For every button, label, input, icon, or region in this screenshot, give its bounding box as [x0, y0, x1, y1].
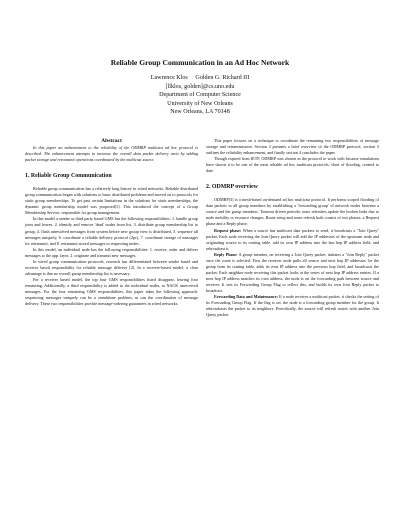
- author-emails: [llklos, golden]@cs.uno.edu: [165, 83, 235, 90]
- abstract-text: In this paper an enhancement to the reliability of the ODMRP multicast ad hoc protocol is described. The enhancement attempts to increase the overall data packet delivery ratio by adding packet storage and retransmit operations coordinated by the multicast source.: [25, 145, 198, 163]
- reply-phase-text: A group member, on receiving a Join Query packet, initiates a "Join Reply" packet once the route is selected. First the receiver node pulls all source and next hop IP addresses for the group from its routing table, adds its own IP address into the previous hop field, and broadcasts the packet. Each neighbor node receiving this packet looks at the series of next hop IP address entries. If a next hop IP address matches its own address, the node is on the forwarding path between source and receiver. It sets its Forwarding Group Flag to reflect this, and builds its own Join Reply packet to broadcast.: [206, 251, 379, 293]
- intro-continued-paragraph: Though expired from IETF, ODMRP was chosen as the protocol to work with because simulations have shown it to be one of the most reliable ad hoc multicast protocols, short of flooding, created to date.: [206, 156, 379, 174]
- section-1-paragraph: In wired group communication protocols, research has differentiated between sender based and receiver based responsibility for reliable message delivery [2]. In a receiver-based model, a clear advantage is that no overall group membership list is necessary.: [25, 258, 198, 276]
- forwarding-runin: Forwarding Data and Maintenance:: [214, 294, 278, 300]
- author-department: Department of Computer Science: [159, 92, 241, 99]
- request-phase-runin: Request phase:: [214, 227, 242, 233]
- author-block: [0, 74, 400, 117]
- section-2-paragraph: ODMRP[3] is a mesh-based on-demand ad hoc multicast protocol. It performs scoped flooding of data packets to all group members by establishing a 'forwarding group' of network nodes between a source and the group members. Timeout driven periodic route refreshes update the broken links due to node mobility or resource changes. Route setup and route refresh both consist of two phases: a Request phase and a Reply phase.: [206, 197, 379, 227]
- paper-title: Reliable Group Communication in an Ad Hoc Network: [110, 58, 290, 67]
- section-2-paragraph: [206, 252, 379, 294]
- section-2-heading: 2. ODMRP overview: [206, 184, 258, 191]
- request-phase-text: When a source has multicast data packets to send, it broadcasts a "Join Query" packet. Each node receiving the Join Query packet will add the IP addresses of the upstream node and originating source to its routing table, add its own IP address into the last hop IP address field, and rebroadcast it.: [206, 227, 379, 251]
- section-1-heading: 1. Reliable Group Communication: [25, 173, 112, 180]
- section-1-paragraph: In this model a sender or third party based GMS has the following responsibilities: 1. handle group joins and leaves, 2. identify and remove 'dead' nodes from list, 3. distribute group membership list to group, 4. flush unresolved messages from system before new group view is distributed, 5. sequence all messages uniquely, 6. coordinate a reliable delivery protocol (2pc), 7. coordinate storage of messages for retransmit, and 8. retransmit stored messages to requesting nodes.: [25, 216, 198, 246]
- section-1-paragraph: In this model, an individual node has the following responsibilities: 1. receive, order and deliver messages to the app. layer, 2. originate and transmit new messages.: [25, 246, 198, 258]
- reply-phase-runin: Reply Phase:: [214, 251, 238, 257]
- right-column: [206, 138, 379, 318]
- author-city: New Orleans, LA 70148: [170, 109, 230, 116]
- intro-continued-paragraph: This paper focuses on a technique to coordinate the remaining two responsibilities of message storage and retransmission. Section 2 presents a brief overview of the ODMRP protocol, section 3 outlines the reliability enhancement, and finally section 4 concludes the paper.: [206, 138, 379, 156]
- forwarding-text: If a node receives a multicast packet, it checks the setting of its Forwarding Group Flag. If the flag is set, the node is a forwarding group member for the group. It rebroadcasts the packet to its neighbors. Periodically, the source will refresh routes with another Join Query packet.: [206, 294, 379, 318]
- section-1-paragraph: Reliable group communication has a relatively long history in wired networks. Reliable distributed group communication began with solutions to basic distributed problems and moved on to protocols for static group memberships. To get past certain limitations in the solutions for static memberships, the dynamic group membership model was proposed[1]. This introduced the concept of a Group Membership Service, responsible for group management.: [25, 186, 198, 216]
- author-names: Lawrence Klos Golden G. Richard III: [150, 75, 250, 81]
- left-column: [25, 138, 198, 307]
- section-2-paragraph: [206, 228, 379, 252]
- abstract-heading: Abstract: [101, 138, 122, 144]
- section-2-paragraph: [206, 294, 379, 318]
- author-university: University of New Orleans: [167, 100, 233, 107]
- section-1-paragraph: For a receiver based model, the top four GMS responsibilities listed disappear, leaving four remaining. Additionally, a third responsibility is added to the individual nodes, to NACK unreceived messages. For the four remaining GMS responsibilities, this paper takes the following approach: sequencing messages uniquely can be a standalone problem, as can the coordination of message delivery. These two responsibilities provide message-ordering guarantees in wired networks.: [25, 276, 198, 307]
